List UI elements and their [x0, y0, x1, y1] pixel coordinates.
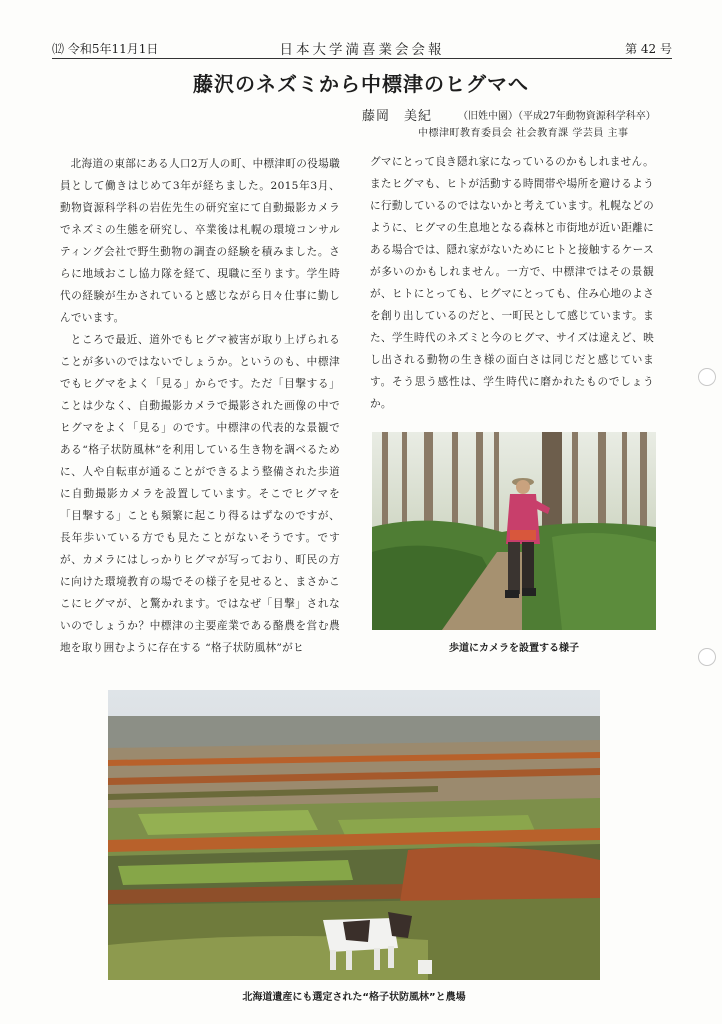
header-rule [52, 58, 672, 59]
binding-hole [698, 648, 716, 666]
windbreak-caption: 北海道遺産にも選定された“格子状防風林”と農場 [242, 992, 466, 1003]
paragraph: ところで最近、道外でもヒグマ被害が取り上げられることが多いのではないでしょうか。というのも、中標津でもヒグマをよく「見る」からです。ただ「目撃する」ことは少なく、自動撮影カメラで撮影された画像の中でヒグマをよく「見る」のです。中標津の代表的な景観である“格子状防風林”を利用している生き物を調べるために、人や自転車が通ることができるよう整備された歩道に自動撮影カメラを設置しています。そこでヒグマを「目撃する」ことも頻繁に起こり得るはずなのですが、長年歩いている方でも見たことがないそうです。ですが、カメラにはしっかりヒグマが写っており、町民の方に向けた環境教育の場でその様子を見せると、まさかここにヒグマが、と驚かれます。ではなぜ「目撃」されないのでしょうか？中標津の主要産業である酪農を営む農地を取り囲むように存在する “格子状防風林”がヒ [60, 334, 340, 654]
camera-install-caption: 歩道にカメラを設置する様子 [449, 643, 579, 654]
camera-install-photo [372, 432, 656, 630]
author-note: （旧姓中園）（平成27年動物資源科学科卒） [458, 111, 656, 122]
author-affiliation: 中標津町教育委員会 社会教育課 学芸員 主事 [418, 128, 629, 139]
page-header [52, 36, 672, 58]
author-name: 藤岡 美紀 [362, 109, 433, 124]
page-number-date: ⑿ 令和5年11月1日 [52, 42, 159, 56]
body-column-right [370, 151, 654, 415]
issue-number: 第 42 号 [625, 42, 672, 56]
paragraph: 北海道の東部にある人口2万人の町、中標津町の役場職員として働きはじめて3年が経ちました。2015年3月、動物資源科学科の岩佐先生の研究室にて自動撮影カメラでネズミの生態を研究し、卒業後は札幌の環境コンサルティング会社で野生動物の調査の経験を積みました。さらに地域おこし協力隊を経て、現職に至ります。学生時代の経験が生かされていると感じながら日々仕事に勤しんでいます。 [60, 158, 340, 324]
body-column-left [60, 153, 340, 659]
binding-hole [698, 368, 716, 386]
article-title: 藤沢のネズミから中標津のヒグマへ [193, 72, 529, 96]
paragraph: グマにとって良き隠れ家になっているのかもしれません。またヒグマも、ヒトが活動する時間帯や場所を避けるように行動しているのではないかと考えています。札幌などのように、ヒグマの生息地となる森林と市街地が近い距離にある場合では、隠れ家がないためにヒトと接触するケースが多いのかもしれません。一方で、中標津ではその景観が、ヒトにとっても、ヒグマにとっても、住み心地のよさを創り出しているのだと、一町民として感じています。また、学生時代のネズミと今のヒグマ、サイズは違えど、映し出される動物の生き様の面白さは同じだと感じています。そう思う感性は、学生時代に磨かれたものでしょうか。 [370, 156, 654, 410]
newspaper-name: 日本大学満喜業会会報 [279, 42, 445, 58]
windbreak-farmland-photo [108, 690, 600, 980]
